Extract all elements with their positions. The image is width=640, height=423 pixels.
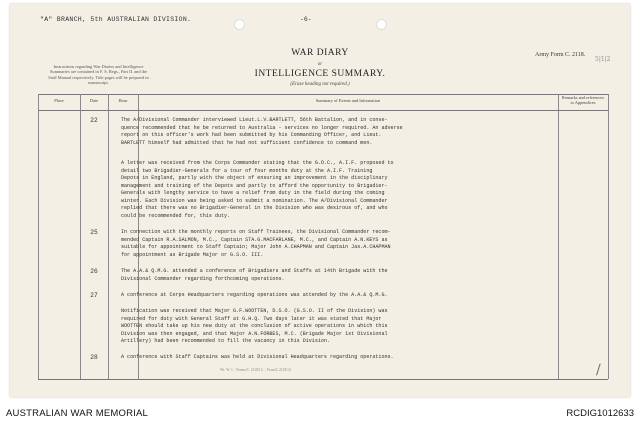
diary-entry — [121, 229, 541, 259]
pencil-annotation: 5|1|2 — [595, 56, 611, 63]
entry-line: BARTLETT himself had admitted that he had not sufficient confidence to command men. — [121, 139, 373, 146]
column-header-date: Date — [89, 98, 99, 103]
diary-entry — [121, 354, 541, 362]
title-intelligence-summary: INTELLIGENCE SUMMARY. — [254, 69, 386, 79]
entry-line: A conference with Staff Captains was held at Divisional Headquarters regarding operations. — [121, 354, 394, 360]
entry-line: WOOTTEN should take up his new duty at the conclusion of active operations in which this — [121, 323, 388, 330]
column-header-hour: Hour — [118, 98, 128, 103]
entry-line: Artillery) had been recommended to fill the vacancy in this Division. — [121, 338, 330, 345]
army-form-number: Army Form C. 2118. — [535, 52, 586, 58]
table-bottom-rule — [38, 379, 608, 380]
title-war-diary: WAR DIARY — [291, 48, 349, 58]
entry-line: report on this officer's work had been submitted by his Commanding Officer, and Lieut. — [121, 132, 382, 139]
column-divider — [38, 94, 39, 379]
binder-hole — [234, 19, 245, 30]
column-divider — [80, 94, 81, 379]
entry-line: detail two Brigadier-Generals for a tour of four months duty at the A.I.F. Training — [121, 167, 373, 174]
diary-entry — [121, 292, 541, 300]
entry-line: Generals with lengthy service to have a relief from duty in the field during the coming — [121, 190, 385, 197]
entry-date: 22 — [90, 117, 98, 124]
entry-line: for appointment as Brigade Major or G.S.O. III. — [121, 251, 264, 258]
binder-hole — [376, 19, 387, 30]
column-divider — [608, 94, 609, 379]
entry-line: In connection with the monthly reports on Staff Trainees, the Divisional Commander recom- — [121, 229, 391, 235]
entry-line: could be recommended for, this duty. — [121, 212, 231, 219]
diary-entry — [121, 160, 541, 220]
entry-line: management and training of the Depots and partly to afford the opportunity to Brigadier- — [121, 182, 388, 189]
entry-line: required for duty with General Staff at G.H.Q. Two days later it was stated that Major — [121, 315, 382, 322]
column-divider — [558, 94, 559, 379]
diary-entry — [121, 308, 541, 346]
column-header-remarks: Remarks and references to Appendices — [561, 95, 605, 105]
entry-line: mended Captain R.A.SALMON, M.C., Captain STA.G.MACFARLANE, M.C., and Captain A.N.KEYS as — [121, 236, 388, 243]
entry-line: Division was then engaged, and that Major A.N.FORBES, M.C. (Brigade Major 1st Divisional — [121, 330, 388, 337]
column-header-place: Place — [54, 98, 64, 103]
entry-line: The A.A.& Q.M.G. attended a conference of Brigadiers and Staffs at 14th Brigade with the — [121, 268, 388, 274]
table-header-rule — [38, 110, 608, 111]
printer-imprint: Wt. W. 1. / Forms/C. 2118/13 ... Form/C.2118/14 — [220, 368, 291, 372]
entry-line: suitable for appointment to Staff Captain; Major John A.CHAPMAN and Captain Jas.A.CHAPMAN — [121, 244, 391, 251]
record-id: RCDIG1012633 — [566, 408, 634, 419]
title-erase-note: (Erase heading not required.) — [290, 82, 350, 87]
entry-line: replied that there was no Brigadier-General in the Division who was desirous of, and who — [121, 205, 388, 212]
pencil-tick-mark: ∕ — [596, 362, 601, 378]
entry-line: winter. Each Division was being asked to submit a nomination. The A/Divisional Commander — [121, 197, 388, 204]
diary-entry — [121, 117, 541, 147]
table-top-rule — [38, 94, 608, 95]
diary-entry — [121, 268, 541, 283]
entry-line: Notification was received that Major G.F.WOOTTEN, D.S.O. (G.S.O. II of the Division) was — [121, 308, 388, 314]
entry-line: Depots in England, partly with the object of ensuring an improvement in the disciplinary — [121, 175, 388, 182]
page-number: -6- — [300, 16, 312, 23]
entry-line: The A/Divisional Commander interviewed Lieut.L.V.BARTLETT, 56th Battalion, and in conse- — [121, 117, 388, 123]
diary-page — [10, 4, 630, 397]
entry-date: 28 — [90, 354, 98, 361]
unit-heading: "A" BRANCH, 5th AUSTRALIAN DIVISION. — [40, 16, 192, 23]
entry-date: 27 — [90, 292, 98, 299]
title-or: or — [317, 62, 323, 67]
entry-line: quence recommended that he be returned to Australia - services no longer required. An adverse — [121, 124, 403, 131]
column-divider — [108, 94, 109, 379]
entry-line: A conference at Corps Headquarters regarding operations was attended by the A.A.& Q.M.G. — [121, 292, 388, 298]
entry-date: 26 — [90, 268, 98, 275]
entry-date: 25 — [90, 229, 98, 236]
entry-line: A letter was received from the Corps Commander stating that the G.O.C., A.I.F. proposed to — [121, 160, 394, 166]
entry-line: Divisional Commander regarding forthcoming operations. — [121, 275, 285, 282]
archive-credit: AUSTRALIAN WAR MEMORIAL — [6, 408, 149, 419]
instructions-note: Instructions regarding War Diaries and Intelligence Summaries are contained in F. S. Regs., Part II. and the Staff Manual respectively. Title pages will be prepared in manuscript. — [48, 64, 149, 86]
column-header-summary: Summary of Events and Information — [315, 98, 381, 103]
